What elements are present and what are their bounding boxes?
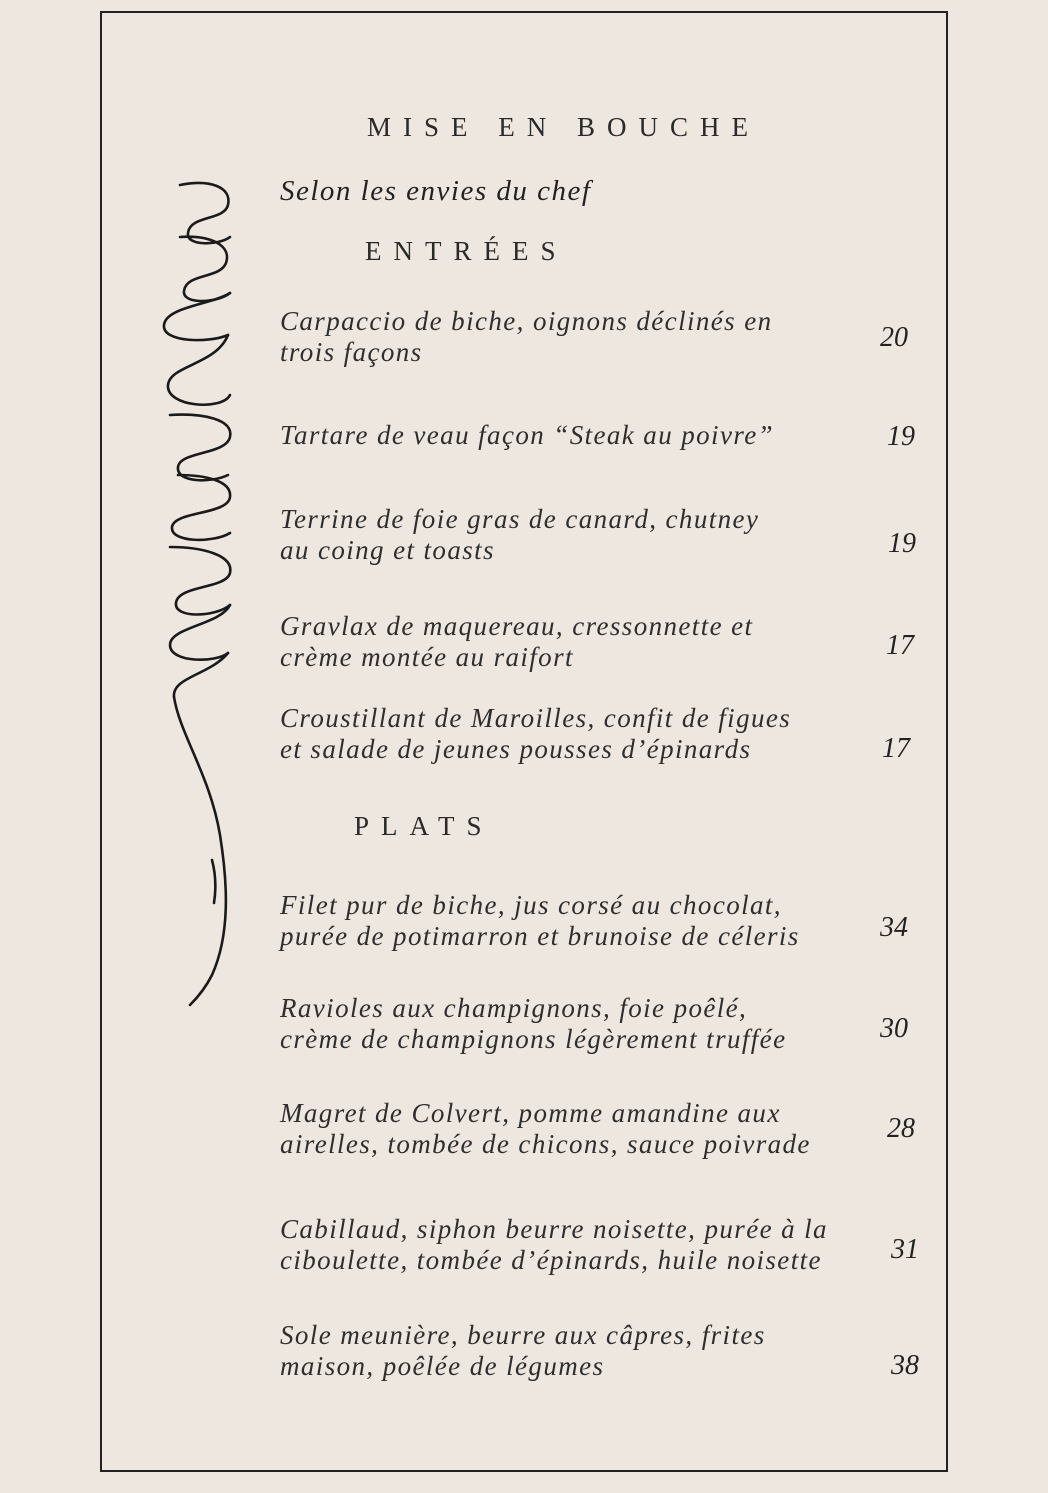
plat-price: 28	[887, 1113, 915, 1144]
dish-line: Terrine de foie gras de canard, chutney	[280, 504, 760, 534]
plat-item	[280, 1320, 870, 1382]
heading-plats: PLATS	[354, 811, 494, 841]
plat-price: 31	[891, 1234, 919, 1265]
dish-line: crème montée au raifort	[280, 642, 574, 672]
dish-line: et salade de jeunes pousses d’épinards	[280, 734, 752, 764]
entree-price: 20	[880, 322, 908, 353]
dish-line: Gravlax de maquereau, cressonnette et	[280, 611, 754, 641]
dish-line: Carpaccio de biche, oignons déclinés en	[280, 306, 773, 336]
dish-line: Cabillaud, siphon beurre noisette, purée à la	[280, 1214, 828, 1244]
dish-line: au coing et toasts	[280, 535, 495, 565]
plat-item	[280, 1098, 870, 1160]
dish-line: Filet pur de biche, jus corsé au chocolat,	[280, 890, 782, 920]
entree-item	[280, 504, 870, 566]
dish-line: maison, poêlée de légumes	[280, 1351, 605, 1381]
menu-script-logo	[150, 175, 240, 1015]
dish-line: Magret de Colvert, pomme amandine aux	[280, 1098, 781, 1128]
dish-line: Croustillant de Maroilles, confit de figues	[280, 703, 792, 733]
dish-line: purée de potimarron et brunoise de céleris	[280, 921, 800, 951]
entree-price: 19	[888, 528, 916, 559]
plat-price: 30	[880, 1013, 908, 1044]
entree-item	[280, 703, 870, 765]
dish-line: Tartare de veau façon “Steak au poivre”	[280, 420, 775, 450]
entree-item	[280, 420, 870, 451]
heading-mise-en-bouche: MISE EN BOUCHE	[367, 112, 761, 142]
entree-item	[280, 611, 870, 673]
entree-item	[280, 306, 870, 368]
plat-item	[280, 890, 870, 952]
entree-price: 19	[887, 421, 915, 452]
entree-price: 17	[882, 733, 910, 764]
entree-price: 17	[886, 630, 914, 661]
plat-price: 38	[891, 1350, 919, 1381]
plat-item	[280, 1214, 870, 1276]
plat-item	[280, 993, 870, 1055]
dish-line: trois façons	[280, 337, 423, 367]
dish-line: airelles, tombée de chicons, sauce poivrade	[280, 1129, 811, 1159]
chef-selection-text: Selon les envies du chef	[280, 175, 592, 207]
dish-line: crème de champignons légèrement truffée	[280, 1024, 787, 1054]
plat-price: 34	[880, 912, 908, 943]
dish-line: Sole meunière, beurre aux câpres, frites	[280, 1320, 766, 1350]
dish-line: Ravioles aux champignons, foie poêlé,	[280, 993, 748, 1023]
heading-entrees: ENTRÉES	[365, 236, 568, 266]
dish-line: ciboulette, tombée d’épinards, huile noisette	[280, 1245, 822, 1275]
